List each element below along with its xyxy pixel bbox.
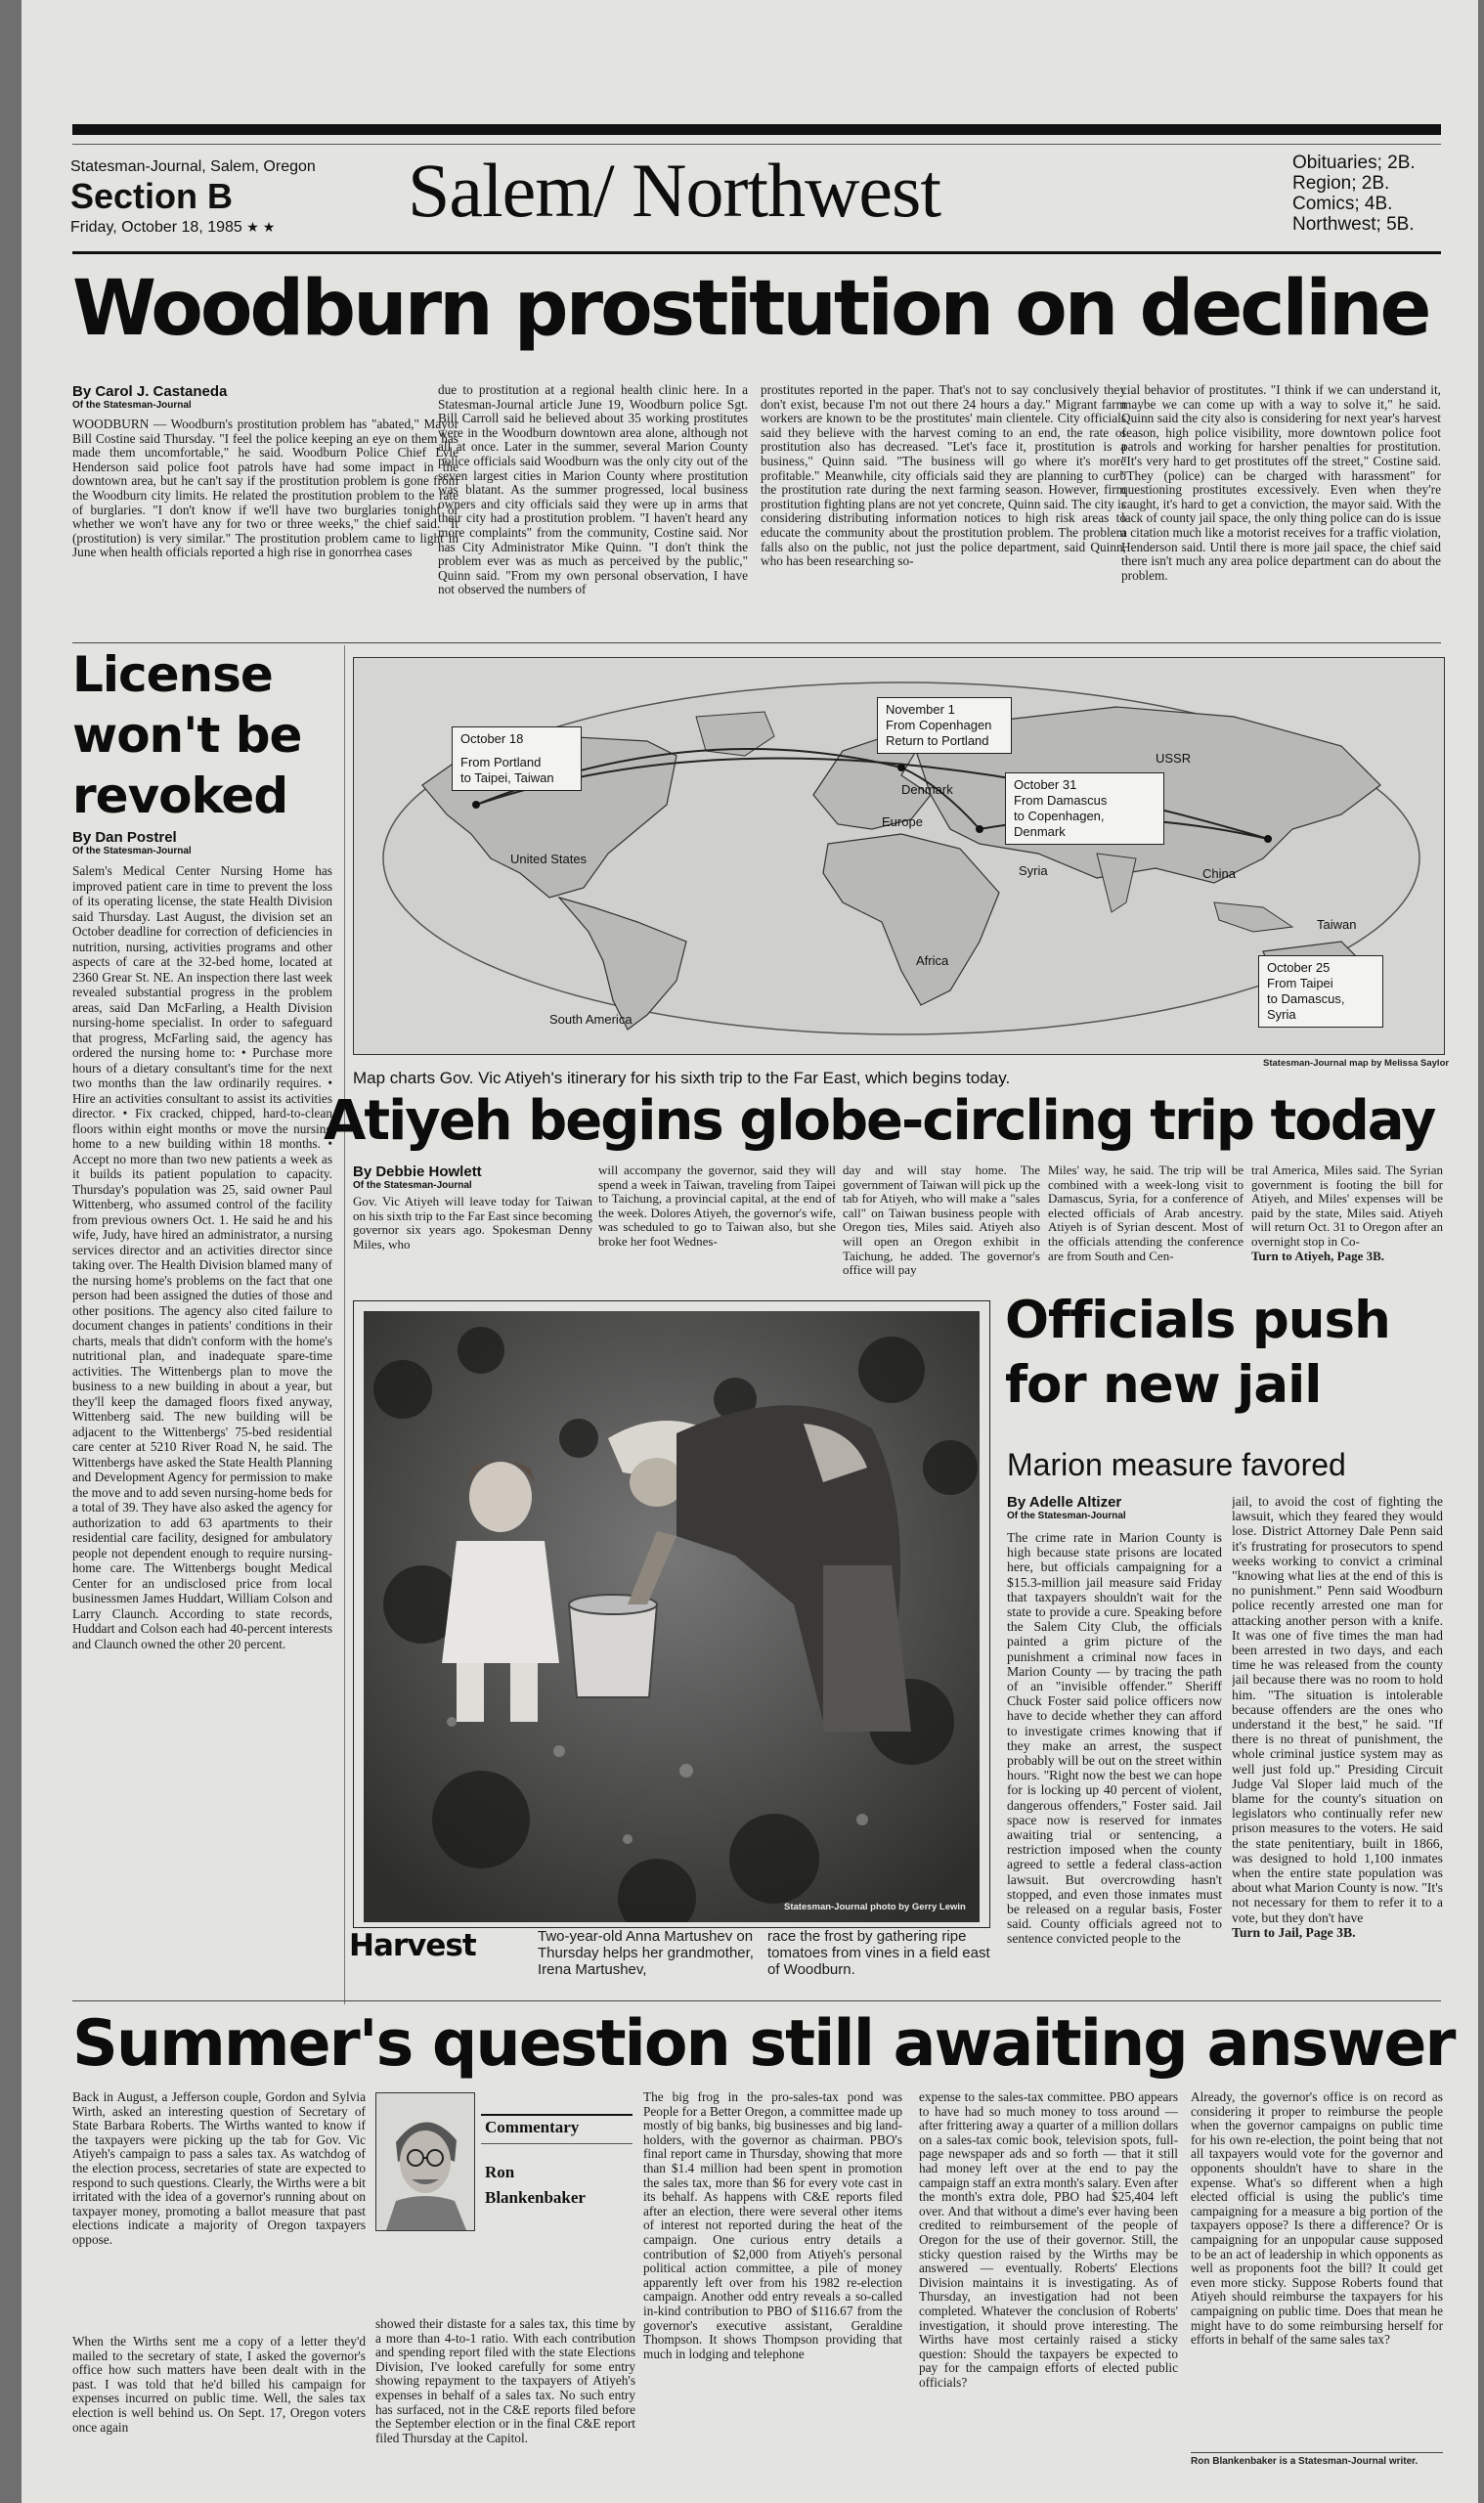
atiyeh-column-1: Gov. Vic Atiyeh will leave today for Taiwan on his sixth trip to the Far East since becoming governor six years ago. Spokesman Denny Miles, who: [353, 1195, 592, 1252]
columnist-photo: [375, 2092, 475, 2231]
commentary-box: [375, 2092, 635, 2307]
jail-headline: Officials push for new jail: [1005, 1291, 1390, 1415]
atiyeh-column-2: will accompany the governor, said they will spend a week in Taiwan, traveling from Taipei to Taichung, a provincial capital, at the end of the week. Dolores Atiyeh, the governor's wife, was scheduled to go to Taiwan also, but she broke her foot Wednes-: [598, 1164, 836, 1249]
summer-tagline-rule: [1191, 2452, 1443, 2453]
jail-column-1: The crime rate in Marion County is high because state prisons are located here, but officials campaigning for a $15.3-million jail measure said Friday that taxpayers shouldn't wait for the state to provide a cure. Speaking before the Salem City Club, the officials painted a grim picture of the punishment a criminal now faces in Marion County — by tracing the path of an "invisible offender." Sheriff Chuck Foster said police officers now have to decide whether they can afford to investigate crimes knowing that if they make an arrest, the suspect probably will be out on the street within hours. "Right now the best we can hope for is locking up 40 percent of violent, dangerous offenders," Foster said. Jail space now is reserved for inmates awaiting trial or sentencing, a restriction imposed when the county agreed to settle a federal class-action lawsuit. But overcrowding hasn't stopped, and even those inmates must be released on a regular basis, Foster said. County officials agreed not to sentence convicted people to the: [1007, 1530, 1222, 1947]
jail-byline: By Adelle Altizer Of the Statesman-Journal: [1007, 1494, 1126, 1521]
harvest-photo-credit: Statesman-Journal photo by Gerry Lewin: [784, 1902, 966, 1912]
lead-byline: By Carol J. Castaneda Of the Statesman-Journal: [72, 383, 228, 411]
summer-top-rule: [72, 2000, 1441, 2001]
summer-column-1b: When the Wirths sent me a copy of a letter they'd mailed to the secretary of state, I asked the governor's office how such matters have been dealt with in the past. I was told that he'd billed his campaign for expenses incurred on public time. Well, the sales tax election is well behind us. On Sept. 17, Oregon voters once again: [72, 2335, 366, 2435]
harvest-photo-frame: [353, 1300, 990, 1928]
jail-column-2: jail, to avoid the cost of fighting the lawsuit, which they feared they would lose. District Attorney Dale Penn said it's frustrating for prosecutors to spend weeks working to convict a criminal "knowing what lies at the end of this is no punishment." Penn said Woodburn police recently arrested one man for attacking another person with a knife. It was one of five times the man had been arrested in two days, and each time he was released from the county jail because there was no room to hold him. "The situation is intolerable because offenders are the ones who understand it the best," he said. "If there is no threat of punishment, the whole criminal justice system may as well just fold up." Presiding Circuit Judge Val Sloper laid much of the blame for the county's situation on legislators who continually refer new prison measures to the voters. He said the state penitentiary, built in 1866, was designed to hold 1,100 inmates when the entire state population was about what Marion County is now. "It's not necessary for them to refer it to a vote, but they don't have Turn to Jail, Page 3B.: [1232, 1494, 1443, 1940]
jail-jump-line: Turn to Jail, Page 3B.: [1232, 1924, 1356, 1940]
atiyeh-jump-line: Turn to Atiyeh, Page 3B.: [1251, 1248, 1385, 1263]
masthead-bottom-rule: [72, 251, 1441, 254]
map-callout-nov1: November 1 From Copenhagen Return to Portland: [877, 697, 1012, 754]
license-body: Salem's Medical Center Nursing Home has improved patient care in time to prevent the loss of its operating license, the state Health Division said Thursday. Last August, the division set an October deadline for correction of deficiencies in nutrition, nursing, activities programs and other aspects of care at the 32-bed home, located at 2360 Grear St. NE. An inspection there last week revealed substantial progress in the problem areas, said Dan McFarling, a Health Division nursing-home specialist. In order to safeguard that progress, McFarling said, the agency has ordered the nursing home to: • Purchase more hours of a dietary consultant's time for the next two months than the law ordinarily requires. • Hire an activities consultant to assist its activities director. • Fix cracked, chipped, hard-to-clean floors within eight months or move the nursing home to a new building within 18 months. • Accept no more than two new patients a week as it builds its patient population to capacity. Thursday's population was 25, said owner Paul Wittenberg, who assumed control of the facility from previous owners Oct. 1. He said he and his wife, Judy, have hired an administrator, a nursing services director and an activities director since taking over. The Health Division blamed many of the nursing home's problems on the fact that one person had been assigned the duties of those and other positions. The agency also cited failure to document changes in patients' conditions in their charts, meals that didn't conform with the home's nutritional plan, and inadequate spare-time activities. The Wittenbergs plan to move the business to a new building in about a year, but they'll keep the damaged floors fixed anyway, Wittenberg said. The new building will be adjacent to the Wittenbergs' 75-bed residential care center at 5210 River Road N, he said. The Wittenbergs have asked the State Health Planning and Development Agency for permission to make the move and to add seven nursing-home beds for a total of 39. They have also asked the agency for authorization to add 63 apartments to their residential care facility, designed for ambulatory people not dependent enough to require nursing-home care. The Wittenbergs bought Medical Center for an undisclosed price from local businessmen James Huddart, William Colson and Larry Claunch. According to state records, Huddart and Colson each had 40-percent interests and Claunch owned the other 20 percent.: [72, 863, 332, 1651]
harvest-photo-image: [364, 1311, 980, 1922]
edition-stars: ★ ★: [246, 219, 276, 235]
map-callout-oct18: October 18 From Portland to Taipei, Taiwan: [452, 726, 582, 791]
atiyeh-column-3: day and will stay home. The government of Taiwan will pick up the tab for Atiyeh, who will make a "sales call" on Taiwan business people with Oregon ties, Miles said. Atiyeh also will open an Oregon exhibit in Taichung, he added. The governor's office will pay: [843, 1164, 1040, 1278]
summer-column-3: The big frog in the pro-sales-tax pond was People for a Better Oregon, a committee made up mostly of big banks, big businesses and big land-holders, with the governor as chairman. PBO's final report came in Thursday, showing that more than $1.4 million had been spent in promotion the sales tax, more than $6 for every vote cast in its behalf. As happens with C&E reports filed after an election, there were several other items of interest not reported during the heat of the campaign. One curious entry details a contribution of $2,000 from Atiyeh's personal political action committee, a pile of money apparently left over from his 1982 re-election campaign. Another odd entry reveals a so-called in-kind contribution to PBO of $116.67 from the governor's executive assistant, Geraldine Thompson. It shows Thompson providing that much in lodging and telephone: [643, 2090, 902, 2361]
jail-subhead: Marion measure favored: [1007, 1447, 1346, 1482]
license-column-rule: [344, 645, 345, 2004]
map-callout-oct25: October 25 From Taipei to Damascus, Syria: [1258, 955, 1383, 1028]
columnist-first-name: Ron: [485, 2163, 515, 2181]
commentary-label: Commentary: [485, 2118, 580, 2136]
atiyeh-column-5: tral America, Miles said. The Syrian government is footing the bill for Atiyeh, and Miles' expenses will be paid by the state, Miles said. Atiyeh will return Oct. 31 to Oregon after an overnight stop in Co- Turn to Atiyeh, Page 3B.: [1251, 1164, 1443, 1263]
map-label-syria: Syria: [1019, 863, 1048, 878]
section-index: [1292, 153, 1416, 235]
edition-date: Friday, October 18, 1985 ★ ★: [70, 219, 276, 236]
index-comics: Comics; 4B.: [1292, 194, 1393, 214]
lead-bottom-rule: [72, 642, 1441, 643]
summer-column-5: Already, the governor's office is on record as considering it proper to reimburse the people when the governor campaigns on public time for his own re-election, the point being that not all taxpayers would vote for the governor and opponents shouldn't have to share in the expense. What's so different when a high elected official is using the public's time campaigning for a measure a big portion of the taxpayers oppose? Is there a difference? Or is campaigning for an unpopular cause supposed to be an act of leadership in which opponents as well as proponents foot the bill? It could get even more sticky. Suppose Roberts found that Atiyeh should reimburse the taxpayers for his campaigning on public time. Does that mean he might have to do some reimbursing herself for efforts in behalf of the same sales tax?: [1191, 2090, 1443, 2348]
map-label-south-america: South America: [549, 1012, 633, 1027]
paper-name: Statesman-Journal, Salem, Oregon: [70, 158, 316, 175]
map-label-ussr: USSR: [1156, 751, 1192, 766]
map-callout-oct31: October 31 From Damascus to Copenhagen, Denmark: [1005, 772, 1164, 845]
map-label-denmark: Denmark: [901, 782, 953, 797]
lead-column-1: WOODBURN — Woodburn's prostitution problem has "abated," Mayor Bill Costine said Thursday. "I feel the police keeping an eye on them has made them uncomfortable," he said. Woodburn Police Chief Lyle Henderson said police foot patrols have had some impact in the downtown area, but he can't say if the prostitution problem is gone from the Woodburn city limits. He related the prostitution problem to the rate of burglaries. "I don't know if we'll have two burglaries tonight or whether we won't have any for two or three weeks," the chief said. "It (prostitution) is very similar." The prostitution problem came to light in June when health officials reported a high rise in gonorrhea cases: [72, 417, 458, 560]
lead-column-3: prostitutes reported in the paper. That's not to say conclusively they don't exist, because I'm not out there 24 hours a day." Migrant farm workers are known to be the prostitutes' main clientele. City officials said they believe with the harvest coming to an end, the rate of prostitution also has decreased. "Let's face it, prostitution is a business," Quinn said. "The business will go where it's more profitable." Meanwhile, city officials said they are planning to curb the prostitution rate during the next farming season. However, firm prostitution fighting plans are not yet concrete, Quinn said. The city is considering distributing information notices to high risk areas to educate the community about the prostitution problem. The problem falls also on the public, not just the police department, said Quinn, who has been researching so-: [761, 383, 1126, 569]
harvest-caption-2: race the frost by gathering ripe tomatoes from vines in a field east of Woodburn.: [767, 1928, 990, 1978]
map-label-africa: Africa: [916, 953, 949, 968]
atiyeh-headline: Atiyeh begins globe-circling trip today: [324, 1089, 1435, 1153]
harvest-label: Harvest: [349, 1928, 476, 1963]
index-obituaries: Obituaries; 2B.: [1292, 153, 1416, 173]
summer-headline: Summer's question still awaiting answer: [72, 2007, 1455, 2081]
summer-column-1a: Back in August, a Jefferson couple, Gordon and Sylvia Wirth, asked an interesting question of Secretary of State Barbara Roberts. The Wirths wanted to know if the taxpayers were picking up the tab for Gov. Vic Atiyeh's campaign to pass a sales tax. As watchdog of the election process, secretaries of state are expected to respond to such questions. Clearly, the Wirths were a bit irritated with the idea of a governor's running about on taxpayer money, promoting a ballot measure that past elections indicate a majority of Oregon taxpayers oppose.: [72, 2090, 366, 2247]
index-region: Region; 2B.: [1292, 173, 1390, 194]
atiyeh-column-4: Miles' way, he said. The trip will be combined with a week-long visit to Damascus, Syria, for a conference of elected officials of Arab ancestry. Atiyeh is of Syrian descent. Most of the officials attending the conference are from South and Cen-: [1048, 1164, 1244, 1263]
harvest-caption-1: Two-year-old Anna Martushev on Thursday helps her grandmother, Irena Martushev,: [538, 1928, 754, 1978]
license-headline: License won't be revoked: [72, 646, 302, 824]
summer-tagline: Ron Blankenbaker is a Statesman-Journal writer.: [1191, 2456, 1419, 2467]
index-northwest: Northwest; 5B.: [1292, 214, 1415, 235]
map-label-europe: Europe: [882, 814, 923, 829]
masthead-thin-rule: [72, 144, 1441, 145]
lead-column-4: cial behavior of prostitutes. "I think if we can understand it, maybe we can come up with a way to solve it," he said. Quinn said the city also is considering for next year's harvest season, high police visibility, more downtown police foot patrols and working for harsher penalties for prostitution. "It's very hard to get prostitutes off the street," Costine said. "They (police) can be charged with harassment" for questioning prostitutes excessively. Even when they're caught, it's hard to get a conviction, the mayor said. With the lack of county jail space, the only thing police can do is issue a citation much like a motorist receives for a traffic violation, Henderson said. Until there is more jail space, the chief said there isn't much any area police department can do about the problem.: [1121, 383, 1441, 583]
newspaper-page: [22, 0, 1478, 2503]
atiyeh-byline: By Debbie Howlett Of the Statesman-Journal: [353, 1164, 482, 1191]
map-credit: Statesman-Journal map by Melissa Saylor: [1263, 1058, 1450, 1069]
harvest-photo: [364, 1311, 980, 1922]
columnist-last-name: Blankenbaker: [485, 2188, 586, 2207]
lead-column-2: due to prostitution at a regional health clinic here. In a Statesman-Journal article June 19, Woodburn police Sgt. Bill Carroll said he believed about 35 working prostitutes were in the Woodburn downtown area alone, although not all at once. Later in the summer, several Marion County police officials said Woodburn was the only city out of the seven largest cities in Marion County where prostitution was blatant. As the summer progressed, local business owners and city officials said they were up in arms that their city had a prostitution problem. "I haven't heard any more complaints" from the community, Costine said. Nor has City Administrator Mike Quinn. "I don't think the problem ever was as much as perceived by the public," Quinn said. "From my own personal observation, I have not observed the numbers of: [438, 383, 748, 597]
masthead-top-rule: [72, 124, 1441, 135]
world-map: [353, 657, 1445, 1055]
section-label: Section B: [70, 176, 234, 216]
map-label-china: China: [1202, 866, 1236, 881]
summer-column-2: showed their distaste for a sales tax, this time by a more than 4-to-1 ratio. With each contribution and spending report filed with the state Elections Division, I've looked carefully for some entry showing repayment to the taxpayers of Atiyeh's expenses in behalf of a sales tax. No such entry has surfaced, not in the C&E reports filed before the September election or in the final C&E report filed Thursday at the Capitol.: [375, 2317, 635, 2445]
summer-column-4: expense to the sales-tax committee. PBO appears to have had so much money to toss around — after frittering away a quarter of a million dollars on a sales-tax comic book, television spots, full-page newspaper ads and so forth — that it still had money left over at the end to pay the campaign staff an extra month's salary. Even after the month's extra dole, PBO had $25,404 left over. And that without a dime's ever having been credited to reimbursement of the people of Oregon for the use of their governor. Still, the sticky question raised by the Wirths may be answered — eventually. Roberts' Elections Division maintains it is investigating. As of Thursday, an investigation had not been completed. Whatever the conclusion of Roberts' investigation, it should prove interesting. The Wirths have most certainly raised a sticky question: Should the taxpayers be expected to pay for the campaign efforts of elected public officials?: [919, 2090, 1178, 2390]
lead-headline: Woodburn prostitution on decline: [72, 265, 1429, 353]
map-caption: Map charts Gov. Vic Atiyeh's itinerary for his sixth trip to the Far East, which begins today.: [353, 1069, 1011, 1087]
map-label-taiwan: Taiwan: [1317, 917, 1357, 932]
license-byline: By Dan Postrel Of the Statesman-Journal: [72, 829, 192, 856]
map-label-united-states: United States: [510, 852, 588, 866]
section-title: Salem/ Northwest: [408, 148, 941, 233]
